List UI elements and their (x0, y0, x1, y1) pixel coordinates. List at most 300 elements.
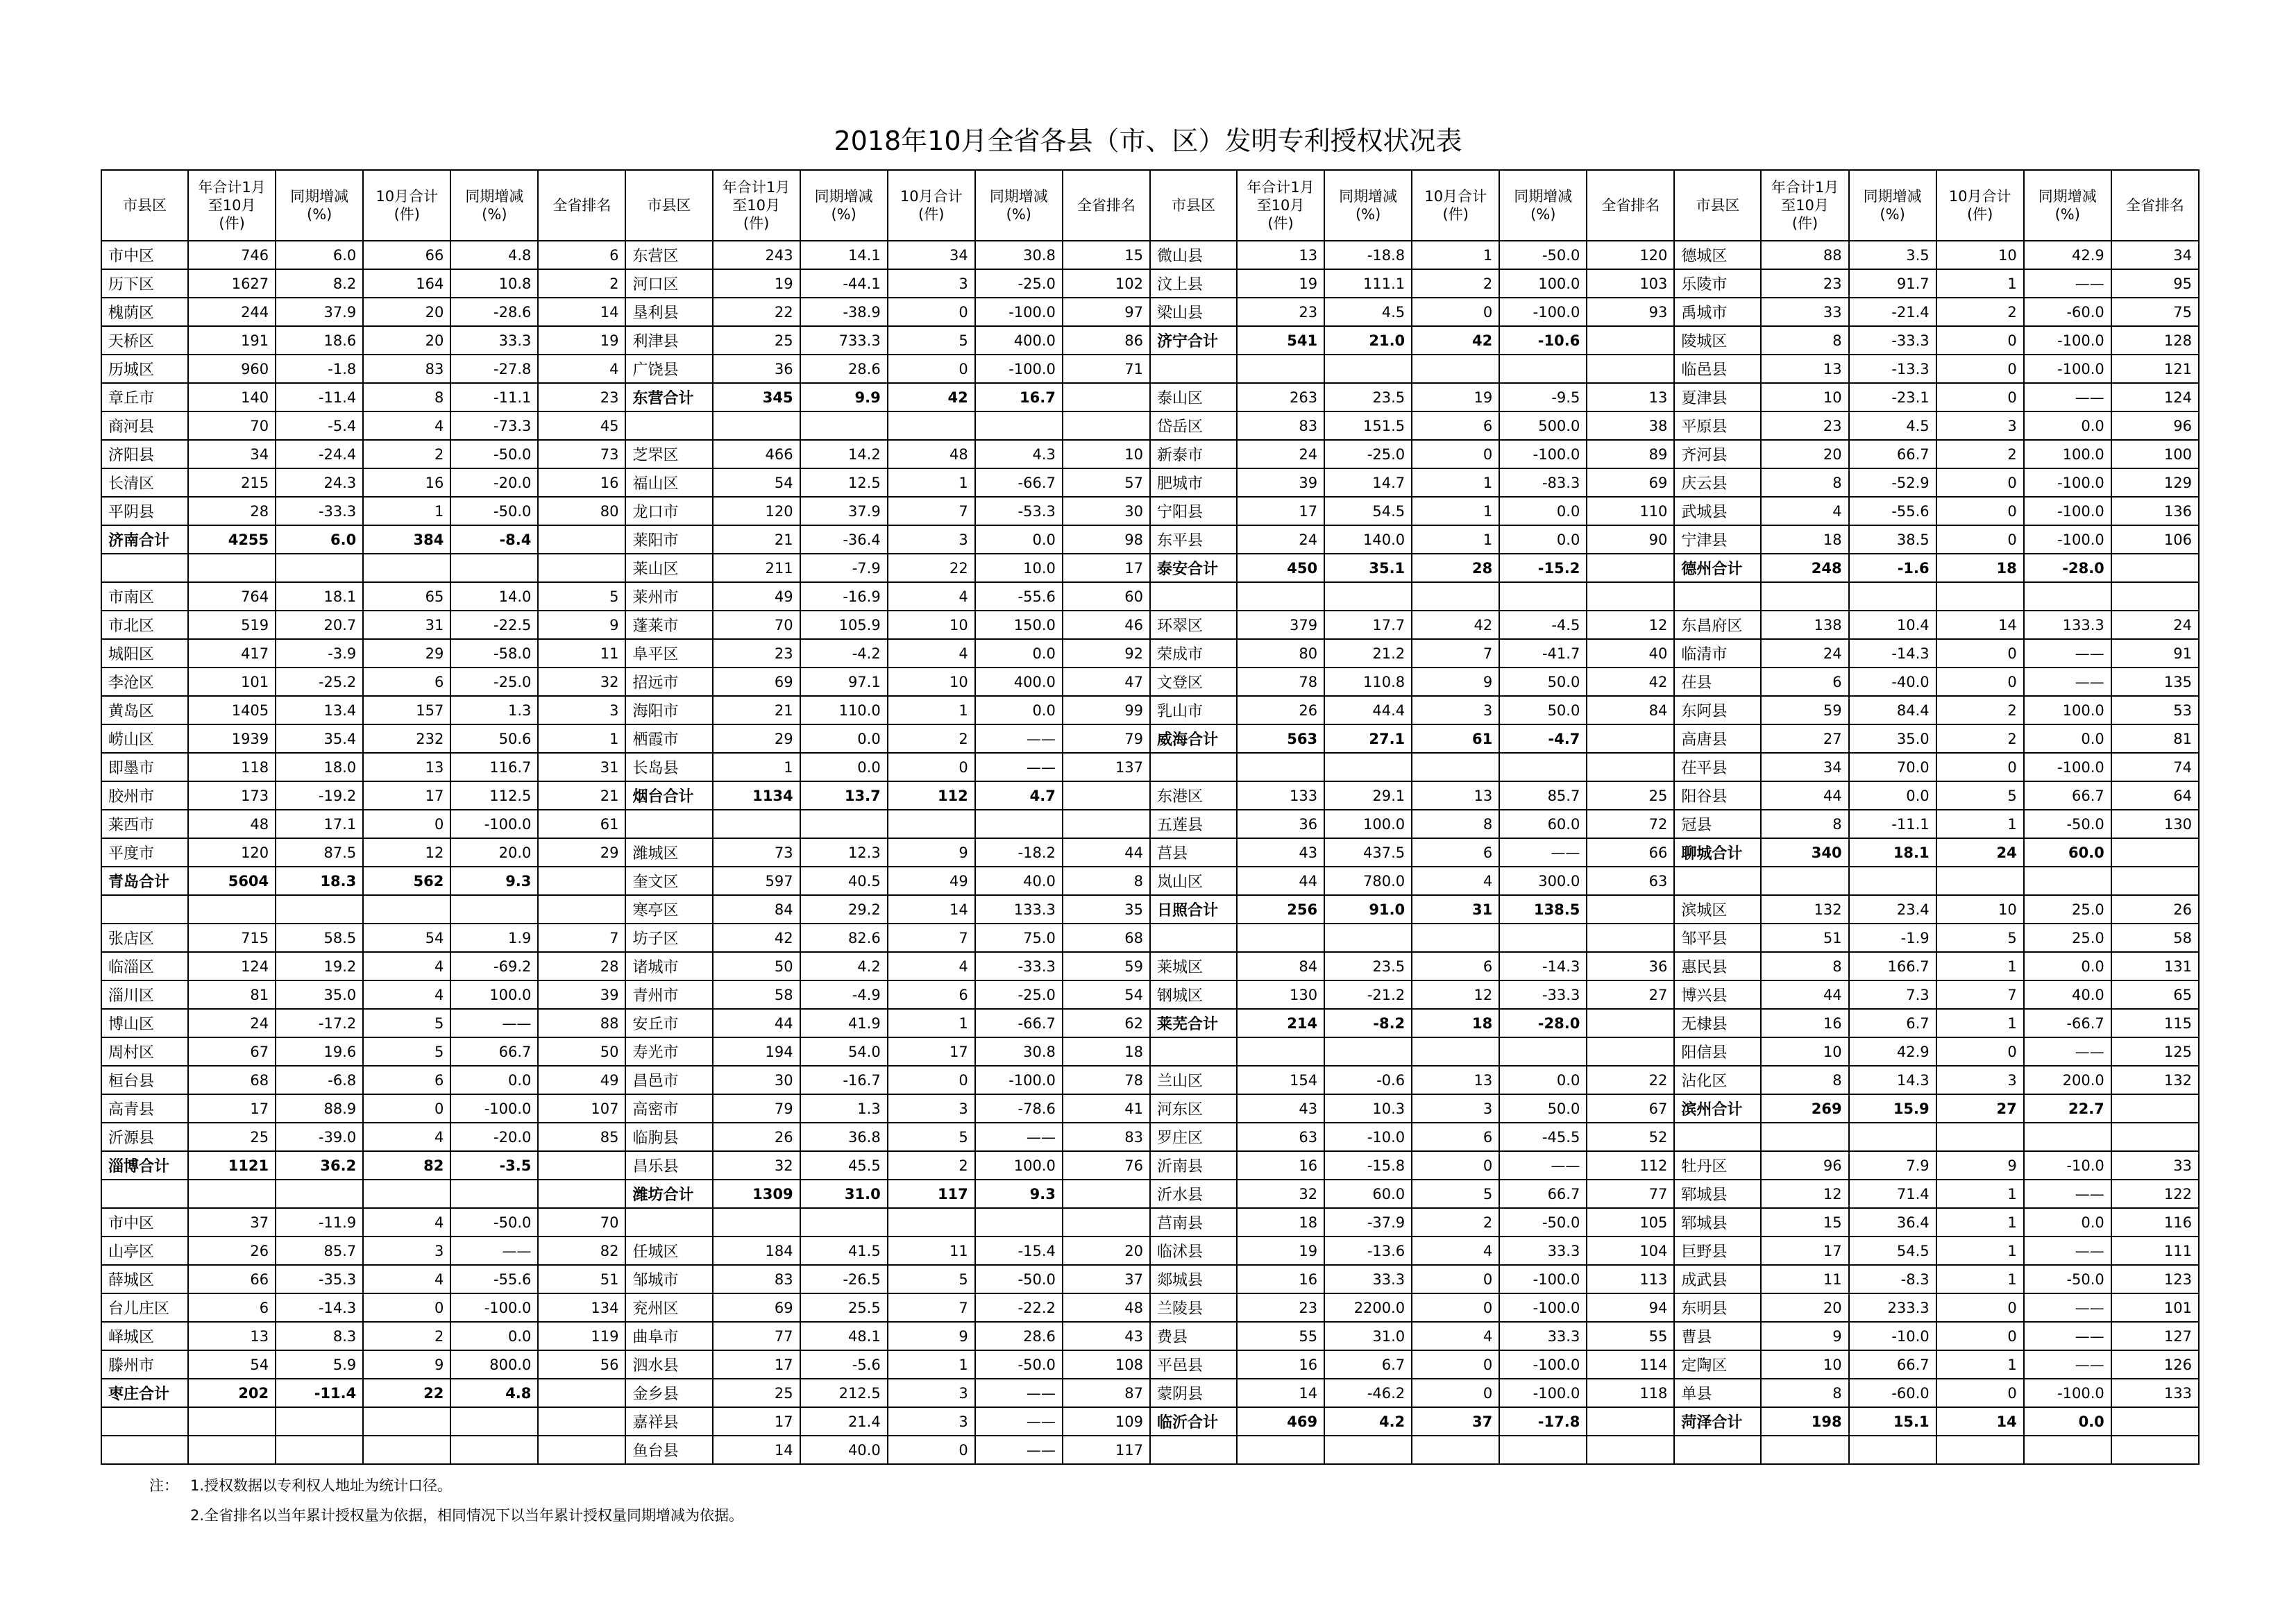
column-header: 全省排名 (1587, 170, 1674, 241)
table-row (101, 724, 2199, 753)
region-cell: 蒙阴县 (1150, 1379, 1237, 1407)
value-cell: 0 (363, 810, 450, 838)
value-cell: 733.3 (800, 326, 888, 355)
value-cell: 50.6 (450, 724, 538, 753)
value-cell (1587, 554, 1674, 582)
value-cell: 5 (1412, 1180, 1499, 1208)
value-cell: 2 (363, 1322, 450, 1350)
region-cell: 长清区 (101, 468, 188, 497)
value-cell: 1627 (188, 269, 276, 298)
value-cell: -26.5 (800, 1265, 888, 1293)
region-cell: 蓬莱市 (625, 611, 712, 639)
value-cell: 1 (1936, 269, 2024, 298)
table-row (101, 1322, 2199, 1350)
region-cell: 莱阳市 (625, 525, 712, 554)
value-cell: 44 (1761, 781, 1848, 810)
region-cell: 莒南县 (1150, 1208, 1237, 1237)
value-cell: 100 (2111, 440, 2199, 468)
value-cell: -100.0 (975, 355, 1063, 383)
table-row (101, 895, 2199, 924)
value-cell: 0 (1936, 639, 2024, 668)
value-cell: 22 (363, 1379, 450, 1407)
value-cell: 36.2 (276, 1151, 363, 1180)
value-cell: 1 (1936, 1009, 2024, 1037)
value-cell: 232 (363, 724, 450, 753)
value-cell: -8.2 (1324, 1009, 1412, 1037)
value-cell: 23 (713, 639, 800, 668)
value-cell: 11 (888, 1237, 975, 1265)
value-cell: -66.7 (975, 468, 1063, 497)
value-cell: -58.0 (450, 639, 538, 668)
region-cell: 临朐县 (625, 1123, 712, 1151)
value-cell: 9.3 (450, 867, 538, 895)
value-cell: -50.0 (450, 440, 538, 468)
value-cell: 92 (1063, 639, 1150, 668)
value-cell: 4.5 (1849, 411, 1936, 440)
value-cell: -25.2 (276, 668, 363, 696)
value-cell: 22.7 (2024, 1094, 2111, 1123)
column-header: 同期增减(%) (2024, 170, 2111, 241)
region-cell: 招远市 (625, 668, 712, 696)
value-cell: 4.3 (975, 440, 1063, 468)
region-cell: 坊子区 (625, 924, 712, 952)
value-cell (1936, 867, 2024, 895)
value-cell (1412, 355, 1499, 383)
value-cell (1237, 753, 1324, 781)
value-cell: 417 (188, 639, 276, 668)
value-cell: 35 (1063, 895, 1150, 924)
value-cell: 82.6 (800, 924, 888, 952)
column-header: 全省排名 (538, 170, 625, 241)
region-cell: 威海合计 (1150, 724, 1237, 753)
value-cell: 37 (1412, 1407, 1499, 1436)
value-cell: 5 (888, 1123, 975, 1151)
value-cell: -17.2 (276, 1009, 363, 1037)
region-cell: 临淄区 (101, 952, 188, 980)
value-cell: 12 (1412, 980, 1499, 1009)
value-cell (2111, 1094, 2199, 1123)
value-cell: 111 (2111, 1237, 2199, 1265)
value-cell: 89 (1587, 440, 1674, 468)
value-cell: 5.9 (276, 1350, 363, 1379)
value-cell: 51 (538, 1265, 625, 1293)
value-cell: 83 (1237, 411, 1324, 440)
value-cell: 16.7 (975, 383, 1063, 411)
region-cell: 临清市 (1674, 639, 1761, 668)
value-cell: 1121 (188, 1151, 276, 1180)
value-cell: 0 (1936, 1322, 2024, 1350)
value-cell: 50.0 (1499, 696, 1587, 724)
value-cell: 38.5 (1849, 525, 1936, 554)
value-cell: 110.8 (1324, 668, 1412, 696)
value-cell: 9 (538, 611, 625, 639)
value-cell: 0.0 (975, 639, 1063, 668)
value-cell: 33.3 (1324, 1265, 1412, 1293)
value-cell: 95 (2111, 269, 2199, 298)
region-cell: 曹县 (1674, 1322, 1761, 1350)
value-cell (713, 411, 800, 440)
value-cell (1587, 1009, 1674, 1037)
value-cell: 101 (188, 668, 276, 696)
value-cell (276, 1436, 363, 1464)
value-cell: 8 (363, 383, 450, 411)
value-cell: -50.0 (1499, 241, 1587, 269)
region-cell: 郓城县 (1674, 1208, 1761, 1237)
value-cell: -100.0 (2024, 326, 2111, 355)
region-cell: 博山区 (101, 1009, 188, 1037)
value-cell: 80 (1237, 639, 1324, 668)
value-cell: 1.3 (450, 696, 538, 724)
value-cell: 51 (1761, 924, 1848, 952)
value-cell (1324, 1037, 1412, 1066)
value-cell: -100.0 (975, 1066, 1063, 1094)
value-cell: 111.1 (1324, 269, 1412, 298)
value-cell: 3 (888, 1094, 975, 1123)
value-cell: 4 (363, 1123, 450, 1151)
column-header: 年合计1月至10月(件) (1761, 170, 1848, 241)
value-cell (538, 895, 625, 924)
region-cell: 郓城县 (1674, 1180, 1761, 1208)
value-cell: 112.5 (450, 781, 538, 810)
region-cell: 薛城区 (101, 1265, 188, 1293)
value-cell: 18.6 (276, 326, 363, 355)
value-cell: 26 (188, 1237, 276, 1265)
value-cell: 16 (1237, 1350, 1324, 1379)
table-row (101, 1066, 2199, 1094)
value-cell: 21 (713, 696, 800, 724)
value-cell: 60 (1063, 582, 1150, 611)
value-cell: 0 (888, 298, 975, 326)
value-cell: 105.9 (800, 611, 888, 639)
value-cell: 20 (1761, 440, 1848, 468)
value-cell: 9 (1761, 1322, 1848, 1350)
value-cell: 128 (2111, 326, 2199, 355)
region-cell: 东港区 (1150, 781, 1237, 810)
value-cell: 10 (1063, 440, 1150, 468)
value-cell: 26 (2111, 895, 2199, 924)
column-header: 同期增减(%) (1324, 170, 1412, 241)
table-row (101, 326, 2199, 355)
value-cell: 14 (888, 895, 975, 924)
value-cell: -15.2 (1499, 554, 1587, 582)
value-cell: 140 (188, 383, 276, 411)
value-cell: 1 (713, 753, 800, 781)
value-cell (363, 1436, 450, 1464)
value-cell (450, 895, 538, 924)
value-cell: 1939 (188, 724, 276, 753)
region-cell: 文登区 (1150, 668, 1237, 696)
region-cell: 阳谷县 (1674, 781, 1761, 810)
value-cell: -100.0 (1499, 440, 1587, 468)
value-cell: -15.4 (975, 1237, 1063, 1265)
value-cell: 6.0 (276, 241, 363, 269)
value-cell: 5 (1936, 924, 2024, 952)
value-cell: —— (2024, 269, 2111, 298)
value-cell: 6 (363, 668, 450, 696)
value-cell: 0 (1936, 525, 2024, 554)
value-cell (713, 1208, 800, 1237)
value-cell: 0 (1936, 1037, 2024, 1066)
value-cell: 13.4 (276, 696, 363, 724)
value-cell: 466 (713, 440, 800, 468)
value-cell: 3 (888, 525, 975, 554)
value-cell: 202 (188, 1379, 276, 1407)
value-cell: 37.9 (276, 298, 363, 326)
value-cell: 4 (888, 639, 975, 668)
value-cell: 13.7 (800, 781, 888, 810)
value-cell: 780.0 (1324, 867, 1412, 895)
value-cell: 4 (538, 355, 625, 383)
value-cell: 33.3 (1499, 1237, 1587, 1265)
value-cell: 110.0 (800, 696, 888, 724)
value-cell: 0 (1412, 298, 1499, 326)
value-cell: -25.0 (975, 980, 1063, 1009)
region-cell (101, 1407, 188, 1436)
value-cell (276, 554, 363, 582)
value-cell (1587, 582, 1674, 611)
value-cell: 41.5 (800, 1237, 888, 1265)
region-cell: 郯城县 (1150, 1265, 1237, 1293)
value-cell: 69 (713, 668, 800, 696)
value-cell: -14.3 (1849, 639, 1936, 668)
value-cell: 99 (1063, 696, 1150, 724)
value-cell (975, 1208, 1063, 1237)
region-cell: 商河县 (101, 411, 188, 440)
table-row (101, 582, 2199, 611)
value-cell: 13 (1412, 1066, 1499, 1094)
value-cell (276, 1180, 363, 1208)
value-cell: -1.9 (1849, 924, 1936, 952)
value-cell: -50.0 (2024, 1265, 2111, 1293)
value-cell: 86 (1063, 326, 1150, 355)
value-cell: 212.5 (800, 1379, 888, 1407)
region-cell: 岚山区 (1150, 867, 1237, 895)
value-cell: 562 (363, 867, 450, 895)
value-cell: 28.6 (800, 355, 888, 383)
value-cell: 6 (1412, 411, 1499, 440)
value-cell: 541 (1237, 326, 1324, 355)
region-cell: 平原县 (1674, 411, 1761, 440)
table-row (101, 1180, 2199, 1208)
value-cell: 21.2 (1324, 639, 1412, 668)
region-cell: 泰安合计 (1150, 554, 1237, 582)
value-cell: -24.4 (276, 440, 363, 468)
value-cell: 23 (1761, 411, 1848, 440)
value-cell: 27 (1587, 980, 1674, 1009)
value-cell: 35.4 (276, 724, 363, 753)
value-cell: 14.0 (450, 582, 538, 611)
value-cell: 18 (1936, 554, 2024, 582)
value-cell: 61 (1412, 724, 1499, 753)
value-cell: 256 (1237, 895, 1324, 924)
value-cell: 3 (1936, 1066, 2024, 1094)
value-cell: 13 (1761, 355, 1848, 383)
region-cell: 诸城市 (625, 952, 712, 980)
region-cell: 市中区 (101, 241, 188, 269)
value-cell (1063, 383, 1150, 411)
value-cell: 18.0 (276, 753, 363, 781)
value-cell: 18 (1237, 1208, 1324, 1237)
value-cell: 14 (1936, 611, 2024, 639)
value-cell: 108 (1063, 1350, 1150, 1379)
value-cell: 30 (713, 1066, 800, 1094)
value-cell (1237, 924, 1324, 952)
value-cell: 71 (1063, 355, 1150, 383)
region-cell: 章丘市 (101, 383, 188, 411)
region-cell: 荣成市 (1150, 639, 1237, 668)
value-cell: 44 (713, 1009, 800, 1037)
region-cell: 宁津县 (1674, 525, 1761, 554)
region-cell: 芝罘区 (625, 440, 712, 468)
region-cell: 德城区 (1674, 241, 1761, 269)
value-cell: 17 (713, 1350, 800, 1379)
value-cell (1761, 867, 1848, 895)
value-cell: 81 (2111, 724, 2199, 753)
value-cell (1761, 582, 1848, 611)
value-cell: 18.1 (1849, 838, 1936, 867)
region-cell: 鱼台县 (625, 1436, 712, 1464)
value-cell: 93 (1587, 298, 1674, 326)
value-cell: 12 (1587, 611, 1674, 639)
value-cell: 22 (713, 298, 800, 326)
region-cell: 山亭区 (101, 1237, 188, 1265)
value-cell (2024, 1123, 2111, 1151)
value-cell: -100.0 (2024, 525, 2111, 554)
value-cell: 6 (538, 241, 625, 269)
value-cell: 69 (713, 1293, 800, 1322)
region-cell: 东明县 (1674, 1293, 1761, 1322)
value-cell: -11.9 (276, 1208, 363, 1237)
value-cell: 83 (363, 355, 450, 383)
value-cell: 23.5 (1324, 383, 1412, 411)
value-cell: 500.0 (1499, 411, 1587, 440)
table-row (101, 1265, 2199, 1293)
value-cell: 4 (1761, 497, 1848, 525)
value-cell: -23.1 (1849, 383, 1936, 411)
region-cell: 龙口市 (625, 497, 712, 525)
value-cell: —— (450, 1009, 538, 1037)
value-cell: 24 (1237, 525, 1324, 554)
value-cell: 211 (713, 554, 800, 582)
value-cell: 31.0 (1324, 1322, 1412, 1350)
value-cell: 44 (1237, 867, 1324, 895)
value-cell: 8 (1761, 810, 1848, 838)
value-cell: 61 (538, 810, 625, 838)
value-cell: -40.0 (1849, 668, 1936, 696)
region-cell (1674, 1123, 1761, 1151)
value-cell: 2 (1936, 440, 2024, 468)
value-cell: 10 (1761, 1350, 1848, 1379)
value-cell: 123 (2111, 1265, 2199, 1293)
value-cell: -50.0 (450, 1208, 538, 1237)
value-cell: 24 (188, 1009, 276, 1037)
value-cell: 519 (188, 611, 276, 639)
table-row (101, 810, 2199, 838)
value-cell: -10.0 (1849, 1322, 1936, 1350)
value-cell: 32 (713, 1151, 800, 1180)
value-cell: 1 (1936, 952, 2024, 980)
region-cell: 乳山市 (1150, 696, 1237, 724)
value-cell: 138.5 (1499, 895, 1587, 924)
value-cell: 4 (363, 980, 450, 1009)
value-cell (1412, 1436, 1499, 1464)
region-cell: 临沭县 (1150, 1237, 1237, 1265)
value-cell: -100.0 (2024, 468, 2111, 497)
value-cell: 150.0 (975, 611, 1063, 639)
value-cell: 71.4 (1849, 1180, 1936, 1208)
value-cell: 14 (1237, 1379, 1324, 1407)
value-cell: -46.2 (1324, 1379, 1412, 1407)
value-cell: 8 (1761, 326, 1848, 355)
value-cell: 58 (2111, 924, 2199, 952)
value-cell: 10.4 (1849, 611, 1936, 639)
value-cell: 33.3 (1499, 1322, 1587, 1350)
region-cell: 乐陵市 (1674, 269, 1761, 298)
value-cell (2111, 582, 2199, 611)
value-cell (276, 1407, 363, 1436)
value-cell: 77 (713, 1322, 800, 1350)
value-cell: 131 (2111, 952, 2199, 980)
value-cell: -16.7 (800, 1066, 888, 1094)
value-cell: 42 (1412, 326, 1499, 355)
value-cell: -100.0 (450, 1094, 538, 1123)
value-cell (538, 1151, 625, 1180)
value-cell: 18.1 (276, 582, 363, 611)
region-cell: 茌平县 (1674, 753, 1761, 781)
value-cell: 80 (538, 497, 625, 525)
value-cell: 97.1 (800, 668, 888, 696)
value-cell: 9.9 (800, 383, 888, 411)
value-cell: 37.9 (800, 497, 888, 525)
value-cell: 97 (1063, 298, 1150, 326)
value-cell: 1.9 (450, 924, 538, 952)
value-cell (1587, 1407, 1674, 1436)
region-cell: 台儿庄区 (101, 1293, 188, 1322)
value-cell: 66 (363, 241, 450, 269)
value-cell: 100.0 (1324, 810, 1412, 838)
value-cell: 25.5 (800, 1293, 888, 1322)
value-cell: 9 (1412, 668, 1499, 696)
value-cell: 563 (1237, 724, 1324, 753)
region-cell: 沂水县 (1150, 1180, 1237, 1208)
value-cell: 379 (1237, 611, 1324, 639)
notes-label: 注： (149, 1477, 178, 1494)
value-cell (1324, 753, 1412, 781)
region-cell (1150, 924, 1237, 952)
value-cell: 29 (713, 724, 800, 753)
value-cell: 16 (1237, 1151, 1324, 1180)
value-cell: 35.1 (1324, 554, 1412, 582)
value-cell: —— (2024, 383, 2111, 411)
value-cell: 10 (1761, 1037, 1848, 1066)
value-cell (1587, 753, 1674, 781)
value-cell: 8 (1761, 1379, 1848, 1407)
value-cell: 10.0 (975, 554, 1063, 582)
value-cell: 105 (1587, 1208, 1674, 1237)
value-cell: 9 (888, 838, 975, 867)
region-cell: 东营区 (625, 241, 712, 269)
value-cell: 0 (1936, 497, 2024, 525)
value-cell: 68 (1063, 924, 1150, 952)
value-cell: 23 (538, 383, 625, 411)
value-cell: 25.0 (2024, 895, 2111, 924)
value-cell: 57 (1063, 468, 1150, 497)
value-cell: 43 (1237, 838, 1324, 867)
value-cell: 384 (363, 525, 450, 554)
value-cell: 0 (1936, 668, 2024, 696)
region-cell: 莱芜合计 (1150, 1009, 1237, 1037)
value-cell: 0.0 (2024, 952, 2111, 980)
